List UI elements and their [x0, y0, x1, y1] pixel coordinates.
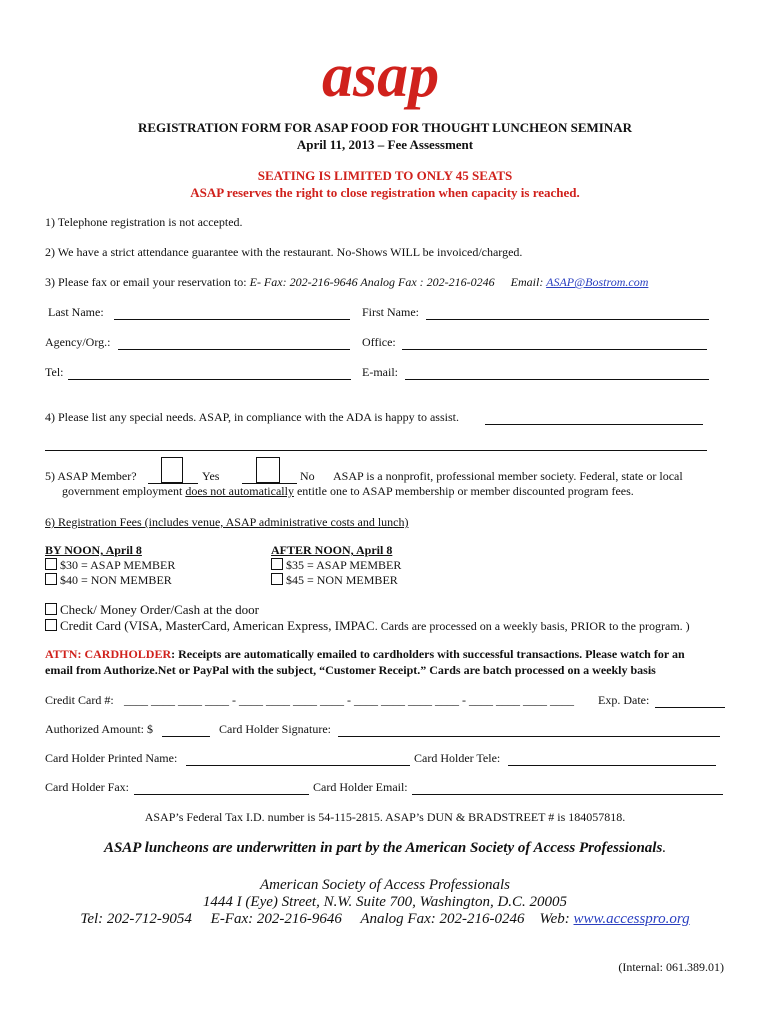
member-info-2 [62, 484, 634, 499]
event-date: April 11, 2013 – Fee Assessment [296, 137, 474, 152]
member-info-2-b: entitle one to ASAP membership or member discounted program fees. [293, 484, 634, 498]
attn-text-1: : Receipts are automatically emailed to cardholders with successful transactions. Please watch for an [171, 647, 685, 661]
after-noon-heading: AFTER NOON, April 8 [271, 543, 393, 557]
signature-label: Card Holder Signature: [219, 722, 331, 736]
member-yes-checkbox[interactable] [161, 457, 183, 483]
after-noon-non-label: $45 = NON MEMBER [286, 573, 398, 587]
member-no-checkbox[interactable] [256, 457, 280, 483]
seating-notice: SEATING IS LIMITED TO ONLY 45 SEATS [257, 168, 513, 183]
after-noon-member-label: $35 = ASAP MEMBER [286, 558, 402, 572]
asap-logo [318, 40, 458, 120]
member-info: ASAP is a nonprofit, professional member society. Federal, state or local [333, 469, 683, 483]
by-noon-member-checkbox[interactable] [45, 558, 57, 570]
check-option [45, 602, 259, 618]
card-email-label: Card Holder Email: [313, 780, 408, 794]
by-noon-non-checkbox[interactable] [45, 573, 57, 585]
after-noon-non [271, 573, 398, 588]
amount-field[interactable] [162, 722, 210, 737]
member-no-label: No [300, 469, 315, 483]
member-info-2-underline: does not automatically [185, 484, 294, 498]
note-3-prefix: 3) Please fax or email your reservation to: [45, 275, 250, 289]
attn-label: ATTN: CARDHOLDER [45, 647, 172, 661]
office-field[interactable] [402, 335, 707, 350]
underwritten-text: ASAP luncheons are underwritten in part by the American Society of Access Professionals [103, 840, 663, 856]
credit-note: . Cards are processed on a weekly basis, PRIOR to the program. ) [374, 619, 690, 633]
email-link[interactable]: ASAP@Bostrom.com [546, 275, 649, 289]
member-yes-label: Yes [202, 469, 220, 483]
credit-option [45, 617, 690, 635]
form-title: REGISTRATION FORM FOR ASAP FOOD FOR THOUGHT LUNCHEON SEMINAR [137, 120, 633, 135]
footer-address: 1444 I (Eye) Street, N.W. Suite 700, Washington, D.C. 20005 [202, 894, 568, 910]
card-tele-label: Card Holder Tele: [414, 751, 501, 765]
amount-label: Authorized Amount: $ [45, 722, 153, 736]
member-question: 5) ASAP Member? [45, 469, 137, 483]
tel-field[interactable] [68, 365, 351, 380]
special-needs-field-2[interactable] [45, 436, 707, 451]
by-noon-heading: BY NOON, April 8 [45, 543, 142, 557]
exp-date-field[interactable] [655, 693, 725, 708]
tel-label: Tel: [45, 365, 64, 379]
agency-field[interactable] [118, 335, 350, 350]
card-number-label: Credit Card #: [45, 693, 114, 707]
card-fax-field[interactable] [134, 780, 309, 795]
after-noon-member [271, 558, 401, 573]
footer-contacts-text: Tel: 202-712-9054 E-Fax: 202-216-9646 Analog Fax: 202-216-0246 Web: [80, 911, 574, 927]
by-noon-member-label: $30 = ASAP MEMBER [60, 558, 176, 572]
attn-text-2: email from Authorize.Net or PayPal with the subject, “Customer Receipt.” Cards are batch processed on a weekly basis [45, 663, 656, 677]
asap-logo-mark [318, 40, 458, 120]
credit-checkbox[interactable] [45, 619, 57, 631]
last-name-field[interactable] [114, 305, 350, 320]
email-field[interactable] [405, 365, 709, 380]
signature-field[interactable] [338, 722, 720, 737]
capacity-notice: ASAP reserves the right to close registration when capacity is reached. [190, 185, 580, 200]
after-noon-member-checkbox[interactable] [271, 558, 283, 570]
printed-name-label: Card Holder Printed Name: [45, 751, 178, 765]
by-noon-member [45, 558, 175, 573]
note-2: 2) We have a strict attendance guarantee with the restaurant. No-Shows WILL be invoiced/charged. [45, 245, 523, 259]
special-needs-label: 4) Please list any special needs. ASAP, in compliance with the ADA is happy to assist. [45, 410, 459, 424]
first-name-label: First Name: [362, 305, 419, 319]
member-info-2-a: government employment [62, 484, 186, 498]
last-name-label: Last Name: [48, 305, 104, 319]
card-number-field[interactable]: ____ ____ ____ ____ - ____ ____ ____ ____ - ____ ____ ____ ____ - ____ ____ ____ ____ [124, 693, 574, 707]
footer-web-link[interactable]: www.accesspro.org [573, 911, 690, 927]
special-needs-field[interactable] [485, 410, 703, 425]
note-3-email-label: Email: [510, 275, 547, 289]
note-3 [45, 275, 648, 290]
note-1: 1) Telephone registration is not accepted. [45, 215, 243, 229]
underwritten-end: . [662, 840, 667, 856]
footer-org: American Society of Access Professionals [260, 877, 510, 893]
email-label: E-mail: [362, 365, 398, 379]
underwritten-notice [0, 840, 770, 857]
footer-contacts [0, 911, 770, 928]
by-noon-non [45, 573, 172, 588]
internal-number: (Internal: 061.389.01) [618, 960, 724, 974]
office-label: Office: [362, 335, 396, 349]
fees-heading: 6) Registration Fees (includes venue, ASAP administrative costs and lunch) [45, 515, 409, 529]
first-name-field[interactable] [426, 305, 709, 320]
logo-text: asap [322, 42, 440, 110]
printed-name-field[interactable] [186, 751, 410, 766]
check-label: Check/ Money Order/Cash at the door [60, 602, 259, 617]
tax-info: ASAP’s Federal Tax I.D. number is 54-115-2815. ASAP’s DUN & BRADSTREET # is 184057818. [144, 810, 626, 824]
note-3-fax: E- Fax: 202-216-9646 Analog Fax : 202-216-0246 [249, 275, 495, 289]
after-noon-non-checkbox[interactable] [271, 573, 283, 585]
credit-label: Credit Card (VISA, MasterCard, American Express, IMPAC [60, 618, 375, 633]
by-noon-non-label: $40 = NON MEMBER [60, 573, 172, 587]
card-email-field[interactable] [412, 780, 723, 795]
card-tele-field[interactable] [508, 751, 716, 766]
card-fax-label: Card Holder Fax: [45, 780, 129, 794]
exp-date-label: Exp. Date: [598, 693, 650, 707]
agency-label: Agency/Org.: [45, 335, 111, 349]
check-checkbox[interactable] [45, 603, 57, 615]
attn-line-1 [45, 647, 685, 662]
